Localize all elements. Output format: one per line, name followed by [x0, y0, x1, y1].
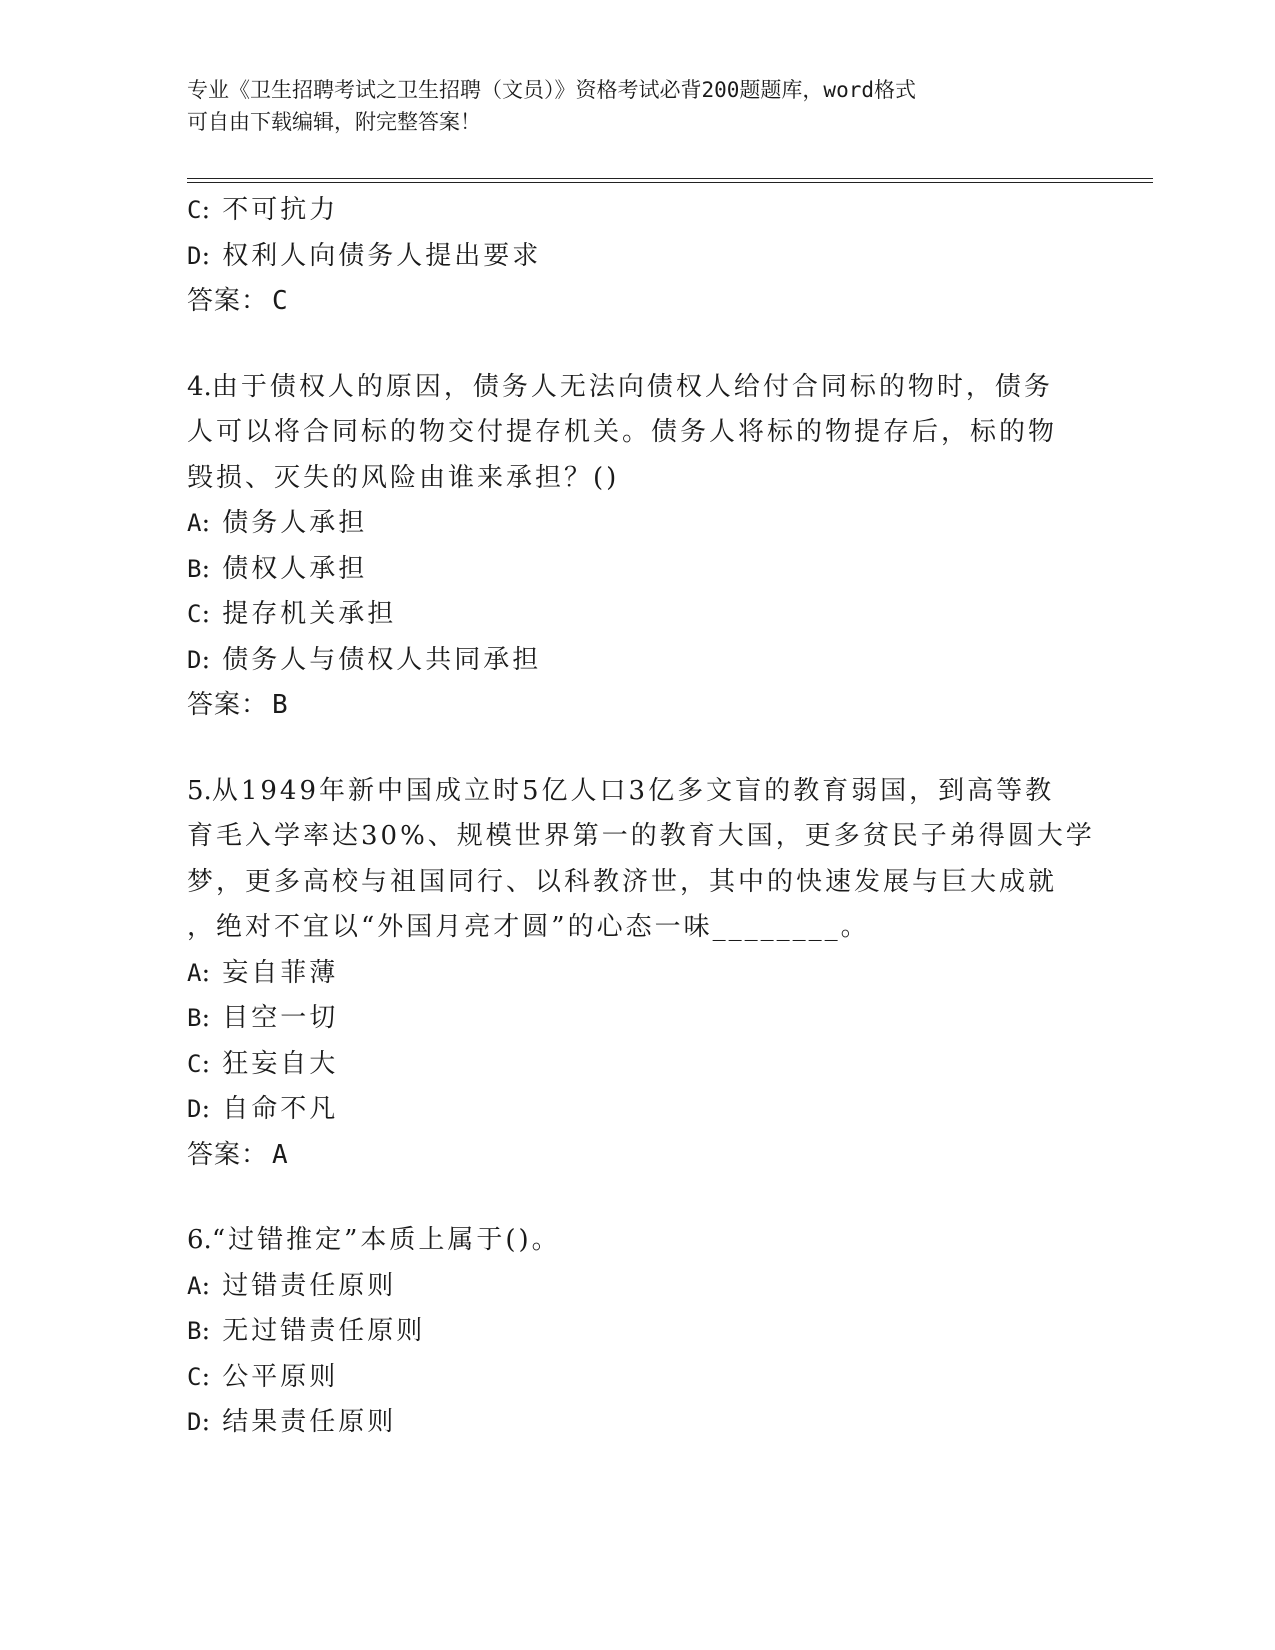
- answer-line: 答案： C: [187, 286, 289, 316]
- question-text-line: 6.“过错推定”本质上属于()。: [187, 1225, 561, 1255]
- answer-line: 答案： A: [187, 1139, 289, 1170]
- option-d: D: 债务人与债权人共同承担: [187, 644, 542, 675]
- question-4: [187, 365, 1087, 729]
- question-5: [187, 769, 1095, 1179]
- header-divider-bottom: [187, 182, 1153, 183]
- option-b: B: 无过错责任原则: [187, 1316, 426, 1346]
- option-c: C: 公平原则: [187, 1361, 339, 1392]
- question-text-line: 5.从1949年新中国成立时5亿人口3亿多文盲的教育弱国，到高等教: [187, 775, 1055, 806]
- question-3-continuation: [187, 188, 1087, 325]
- option-c: C: 狂妄自大: [187, 1048, 339, 1079]
- document-content: [187, 188, 1095, 1446]
- option-d: D: 自命不凡: [187, 1094, 339, 1124]
- option-d: D: 结果责任原则: [187, 1407, 397, 1437]
- option-c: C: 提存机关承担: [187, 599, 397, 629]
- question-6: [187, 1218, 1087, 1446]
- header-title-line-2: 可自由下载编辑，附完整答案！: [187, 110, 481, 134]
- option-a: A: 妄自菲薄: [187, 957, 339, 988]
- question-text-line: 毁损、灭失的风险由谁来承担？(): [187, 462, 620, 493]
- document-header: [187, 74, 1087, 138]
- option-b: B: 目空一切: [187, 1003, 339, 1033]
- question-text-line: 人可以将合同标的物交付提存机关。债务人将标的物提存后，标的物: [187, 417, 1058, 447]
- question-text-line: 4.由于债权人的原因，债务人无法向债权人给付合同标的物时，债务: [187, 371, 1053, 402]
- header-divider-top: [187, 178, 1153, 179]
- option-a: A: 过错责任原则: [187, 1270, 397, 1301]
- option-b: B: 债权人承担: [187, 553, 368, 584]
- answer-line: 答案： B: [187, 690, 289, 720]
- question-text-line: ，绝对不宜以“外国月亮才圆”的心态一味________。: [187, 912, 870, 942]
- option-a: A: 债务人承担: [187, 508, 368, 538]
- option-c: C: 不可抗力: [187, 195, 339, 225]
- question-text-line: 梦，更多高校与祖国同行、以科教济世，其中的快速发展与巨大成就: [187, 866, 1058, 897]
- option-d: D: 权利人向债务人提出要求: [187, 240, 542, 271]
- question-text-line: 育毛入学率达30%、规模世界第一的教育大国，更多贫民子弟得圆大学: [187, 821, 1095, 851]
- header-title-line-1: 专业《卫生招聘考试之卫生招聘（文员）》资格考试必背200题题库，word格式: [187, 78, 916, 102]
